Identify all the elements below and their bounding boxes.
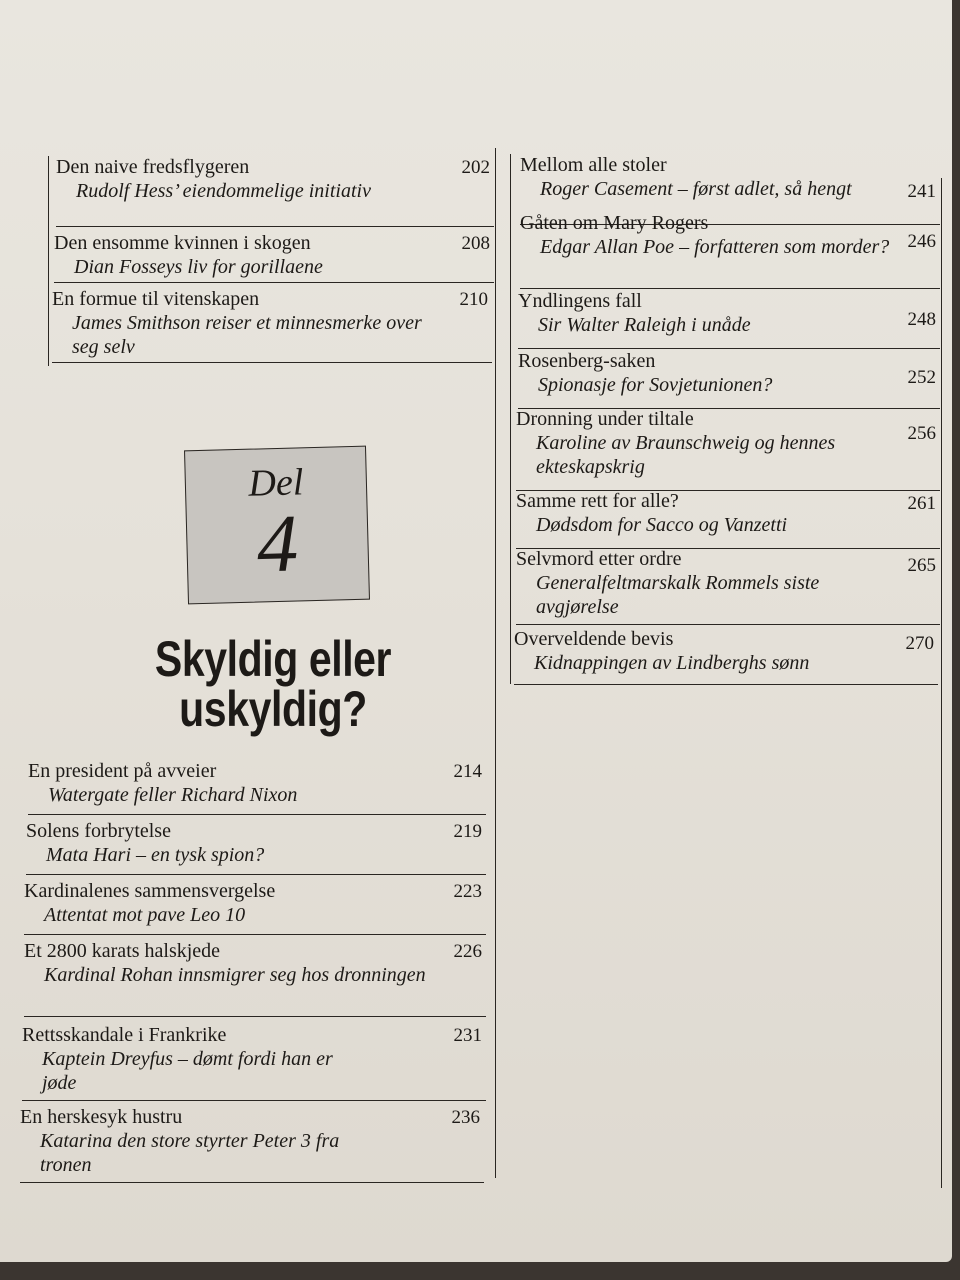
toc-entry (20, 1106, 484, 1183)
entry-subtitle: Kardinal Rohan innsmigrer seg hos dronningen (44, 964, 426, 986)
entry-title: Samme rett for alle? (516, 490, 679, 512)
entry-subtitle: Sir Walter Raleigh i unåde (538, 314, 751, 336)
toc-entry (22, 1024, 486, 1101)
entry-subtitle: Mata Hari – en tysk spion? (46, 844, 265, 866)
part-number: 4 (255, 497, 300, 590)
part-label: Del (247, 461, 304, 505)
toc-entry (516, 490, 940, 549)
page-number: 241 (907, 181, 936, 202)
page-number: 252 (907, 367, 936, 388)
entry-title: Den ensomme kvinnen i skogen (54, 232, 311, 254)
toc-entry (24, 880, 486, 935)
part-heading (138, 631, 409, 737)
toc-entry (26, 820, 486, 875)
entry-title: En formue til vitenskapen (52, 288, 260, 310)
entry-title: Kardinalenes sammensvergelse (24, 880, 276, 902)
page-number: 236 (451, 1107, 480, 1128)
column-rule (48, 156, 49, 366)
entry-title: Dronning under tiltale (516, 408, 694, 430)
page-number: 223 (453, 881, 482, 902)
entry-subtitle: Edgar Allan Poe – forfatteren som morder? (540, 236, 890, 258)
entry-title: Rettsskandale i Frankrike (22, 1024, 227, 1046)
entry-subtitle: Katarina den store styrter Peter 3 fra tronen (40, 1130, 340, 1176)
page-number: 231 (453, 1025, 482, 1046)
page-number: 265 (907, 555, 936, 576)
page-number: 214 (453, 761, 482, 782)
part-heading-line: Skyldig eller (154, 631, 392, 687)
column-rule (510, 154, 511, 684)
entry-subtitle: Dian Fosseys liv for gorillaene (74, 256, 323, 278)
entry-title: Rosenberg-saken (518, 350, 656, 372)
entry-title: Yndlingens fall (518, 290, 642, 312)
entry-subtitle: Spionasje for Sovjetunionen? (538, 374, 773, 396)
page-number: 226 (453, 941, 482, 962)
toc-entry (54, 232, 494, 283)
entry-title: Gåten om Mary Rogers (520, 212, 709, 234)
page-number: 219 (453, 821, 482, 842)
part-box (184, 446, 370, 605)
entry-subtitle: Rudolf Hess’ eiendommelige initiativ (76, 180, 371, 202)
entry-subtitle: Watergate feller Richard Nixon (48, 784, 298, 806)
entry-title: En president på avveier (28, 760, 217, 782)
page-number: 256 (907, 423, 936, 444)
page-number: 210 (459, 289, 488, 310)
entry-title: Et 2800 karats halskjede (24, 940, 221, 962)
left-column (18, 148, 496, 1190)
entry-subtitle: Kaptein Dreyfus – dømt fordi han er jøde (42, 1048, 333, 1094)
entry-subtitle: Attentat mot pave Leo 10 (44, 904, 246, 926)
entry-title: En herskesyk hustru (20, 1106, 183, 1128)
page-number: 270 (905, 633, 934, 654)
entry-title: Den naive fredsflygeren (56, 156, 250, 178)
toc-entry (518, 350, 940, 409)
toc-entry (518, 290, 940, 349)
entry-title: Mellom alle stoler (520, 154, 667, 176)
entry-subtitle: Kidnappingen av Lindberghs sønn (534, 652, 810, 674)
page-number: 261 (907, 493, 936, 514)
toc-entry (516, 408, 940, 491)
entry-title: Selvmord etter ordre (516, 548, 682, 570)
entry-subtitle: Dødsdom for Sacco og Vanzetti (536, 514, 788, 536)
entry-subtitle: Karoline av Braunschweig og hennes ekteskapskrig (536, 432, 836, 478)
part-heading-line: uskyldig? (179, 681, 367, 737)
toc-entry (28, 760, 486, 815)
page-number: 248 (907, 309, 936, 330)
entry-title: Solens forbrytelse (26, 820, 171, 842)
toc-entry (514, 628, 938, 685)
entry-subtitle: Roger Casement – først adlet, så hengt (540, 178, 852, 200)
toc-entry (520, 212, 940, 289)
page-number: 202 (461, 157, 490, 178)
entry-title: Overveldende bevis (514, 628, 674, 650)
toc-entry (52, 288, 492, 363)
right-column (510, 148, 942, 1188)
entry-subtitle: Generalfeltmarskalk Rommels siste avgjørelse (536, 572, 820, 618)
toc-entry (516, 548, 940, 625)
page-number: 208 (461, 233, 490, 254)
page-number: 246 (907, 231, 936, 252)
entry-subtitle: James Smithson reiser et minnesmerke over seg selv (72, 312, 422, 358)
column-rule (941, 178, 942, 1188)
column-rule (495, 148, 496, 1178)
toc-entry (56, 156, 494, 227)
toc-entry (24, 940, 486, 1017)
